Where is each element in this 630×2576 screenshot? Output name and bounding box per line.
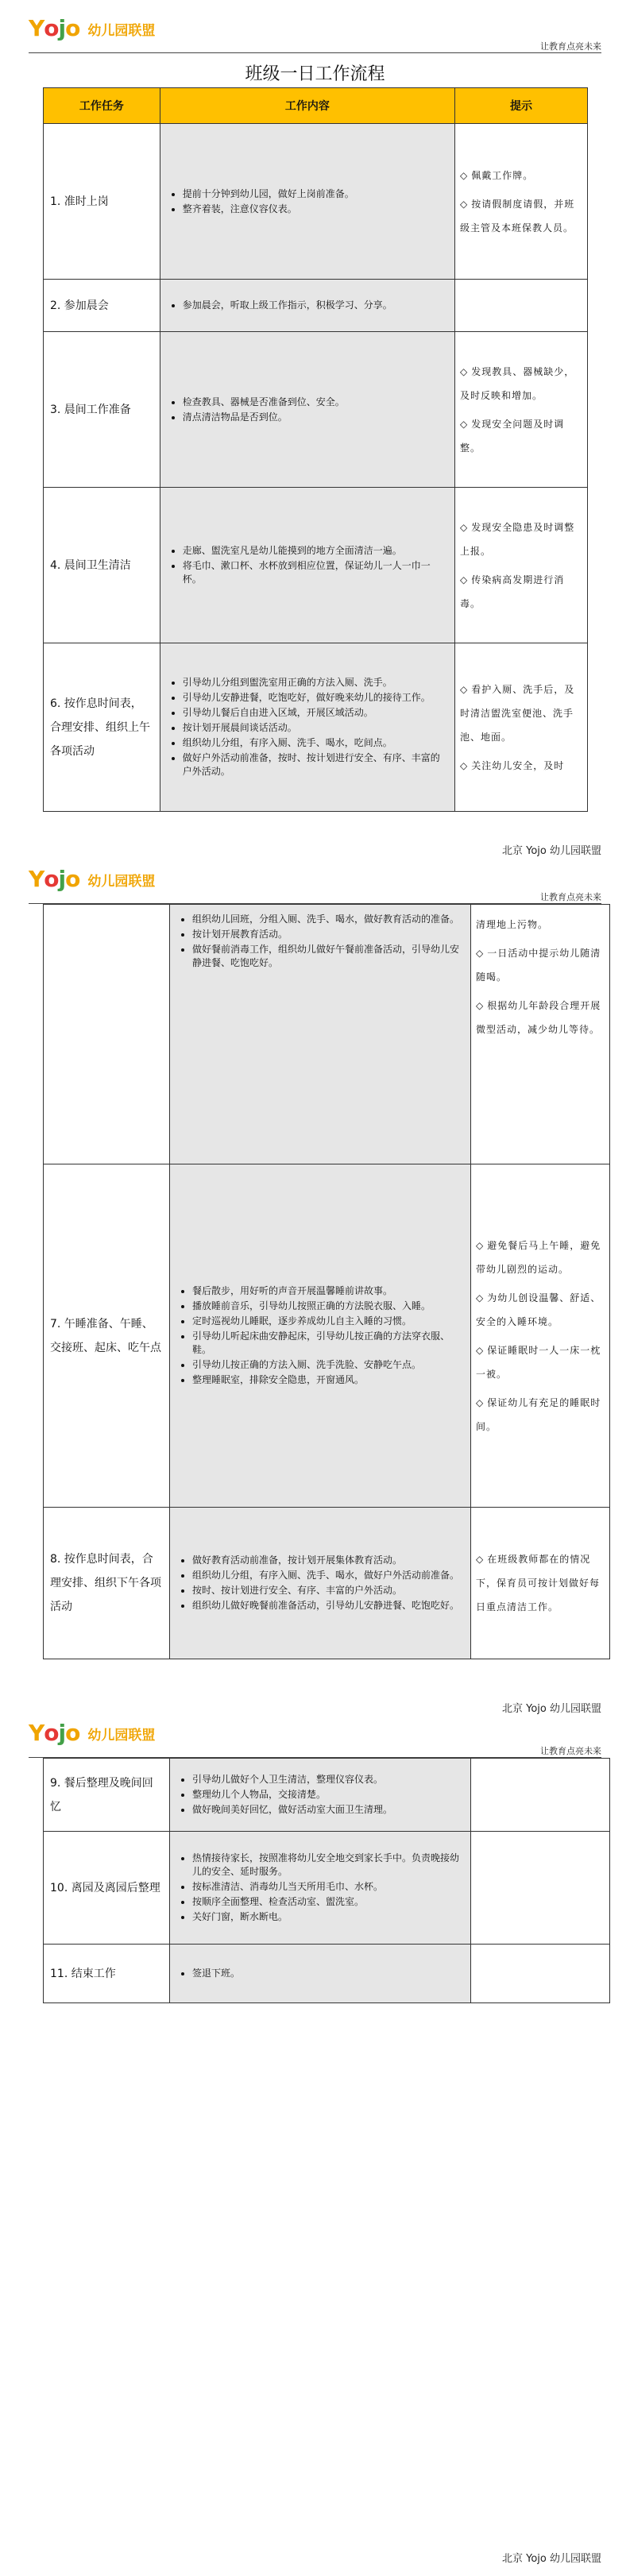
page-1	[0, 0, 630, 866]
page-3	[0, 1716, 630, 2576]
list-item: • 关好门窗，断水断电。	[192, 1910, 464, 1924]
content-cell	[170, 1508, 471, 1659]
page-title: 班级一日工作流程	[245, 64, 385, 84]
content-cell	[170, 1759, 471, 1832]
list-item: • 引导幼儿餐后自由进入区域，开展区域活动。	[183, 706, 448, 720]
table-row	[44, 1945, 610, 2003]
list-item: • 餐后散步，用好听的声音开展温馨睡前讲故事。	[192, 1284, 464, 1298]
page-2	[0, 862, 630, 1715]
yojo-logo: Y o j o	[29, 1720, 80, 1746]
list-item: • 组织幼儿回班，分组入厕、洗手、喝水，做好教育活动的准备。	[192, 913, 464, 926]
content-cell	[160, 332, 454, 488]
brand-header	[29, 11, 155, 46]
task-cell: 8. 按作息时间表，合理安排、组织下午各项活动	[44, 1508, 170, 1659]
list-item: • 按标准清洁、消毒幼儿当天所用毛巾、水杯。	[192, 1880, 464, 1894]
list-item: • 热情接待家长，按照准将幼儿安全地交到家长手中。负责晚接幼儿的安全、延时服务。	[192, 1852, 464, 1879]
content-cell	[170, 1832, 471, 1945]
task-cell: 1. 准时上岗	[44, 124, 160, 280]
tip-item: ◇ 一日活动中提示幼儿随清随喝。	[476, 948, 601, 983]
table-row	[44, 124, 588, 280]
table-row	[44, 332, 588, 488]
task-cell: 7. 午睡准备、午睡、交接班、起床、吃午点	[44, 1164, 170, 1508]
content-cell	[160, 124, 454, 280]
list-item: • 做好户外活动前准备，按时、按计划进行安全、有序、丰富的户外活动。	[183, 751, 448, 778]
diamond-icon: ◇	[460, 574, 469, 585]
col-header-content: 工作内容	[160, 88, 454, 124]
table-row	[44, 1832, 610, 1945]
brand-name: 幼儿园联盟	[87, 1727, 156, 1744]
list-item: • 按计划开展晨间谈话活动。	[183, 721, 448, 735]
table-row	[44, 488, 588, 643]
list-item: • 检查教具、器械是否准备到位、安全。	[183, 396, 448, 409]
header-divider	[29, 52, 601, 53]
tip-item: ◇ 发现安全问题及时调整。	[460, 418, 565, 454]
brand-header	[29, 1716, 155, 1751]
diamond-icon: ◇	[460, 759, 469, 771]
brand-name: 幼儿园联盟	[87, 22, 156, 39]
col-header-tips: 提示	[455, 88, 588, 124]
list-item: • 引导幼儿分组到盥洗室用正确的方法入厕、洗手。	[183, 676, 448, 689]
tips-cell	[471, 1508, 610, 1659]
tip-item: ◇ 按请假制度请假，并班级主管及本班保教人员。	[460, 198, 575, 234]
page-footer: 北京 Yojo 幼儿园联盟	[502, 845, 601, 857]
workflow-table	[43, 904, 610, 1659]
table-row	[44, 643, 588, 812]
diamond-icon: ◇	[476, 1292, 485, 1303]
table-row	[44, 1508, 610, 1659]
list-item: • 将毛巾、漱口杯、水杯放到相应位置，保证幼儿一人一巾一杯。	[183, 559, 448, 586]
diamond-icon: ◇	[476, 1344, 485, 1356]
list-item: • 引导幼儿做好个人卫生清洁，整理仪容仪表。	[192, 1773, 464, 1786]
task-cell: 4. 晨间卫生清洁	[44, 488, 160, 643]
list-item: • 按计划开展教育活动。	[192, 928, 464, 941]
list-item: • 组织幼儿做好晚餐前准备活动，引导幼儿安静进餐、吃饱吃好。	[192, 1599, 464, 1612]
diamond-icon: ◇	[460, 169, 469, 181]
diamond-icon: ◇	[476, 1239, 485, 1251]
tip-item: ◇ 为幼儿创设温馨、舒适、安全的入睡环境。	[476, 1292, 601, 1327]
tips-cell	[455, 332, 588, 488]
col-header-task: 工作任务	[44, 88, 160, 124]
tip-item: ◇ 传染病高发期进行消毒。	[460, 574, 565, 609]
list-item: • 按时、按计划进行安全、有序、丰富的户外活动。	[192, 1584, 464, 1597]
content-cell	[160, 643, 454, 812]
tip-item: ◇ 发现安全隐患及时调整上报。	[460, 521, 575, 557]
brand-header	[29, 862, 155, 897]
list-item: • 参加晨会，听取上级工作指示，积极学习、分享。	[183, 299, 448, 312]
table-header-row	[44, 88, 588, 124]
tips-cell	[471, 1759, 610, 1832]
table-row	[44, 905, 610, 1164]
tip-item: ◇ 保证睡眠时一人一床一枕一被。	[476, 1344, 601, 1380]
tip-item: ◇ 看护入厕、洗手后，及时清洁盥洗室便池、洗手池、地面。	[460, 683, 575, 743]
tips-cell	[455, 488, 588, 643]
tip-item: ◇ 佩戴工作牌。	[460, 169, 534, 181]
table-row	[44, 280, 588, 332]
brand-name: 幼儿园联盟	[87, 873, 156, 890]
slogan: 让教育点亮未来	[540, 892, 601, 902]
tips-cell	[471, 905, 610, 1164]
list-item: • 走廊、盥洗室凡是幼儿能摸到的地方全面清洁一遍。	[183, 544, 448, 558]
task-cell: 2. 参加晨会	[44, 280, 160, 332]
diamond-icon: ◇	[460, 683, 469, 695]
task-cell: 6. 按作息时间表，合理安排、组织上午各项活动	[44, 643, 160, 812]
tip-item: ◇ 根据幼儿年龄段合理开展微型活动，减少幼儿等待。	[476, 1000, 601, 1035]
tip-item: ◇ 在班级教师都在的情况下，保育员可按计划做好每日重点清洁工作。	[476, 1554, 601, 1612]
diamond-icon: ◇	[460, 521, 469, 533]
list-item: • 引导幼儿听起床曲安静起床，引导幼儿按正确的方法穿衣服、鞋。	[192, 1330, 464, 1357]
diamond-icon: ◇	[460, 365, 469, 377]
workflow-table	[43, 87, 588, 812]
task-cell: 3. 晨间工作准备	[44, 332, 160, 488]
tip-item: ◇ 避免餐后马上午睡，避免带幼儿剧烈的运动。	[476, 1239, 601, 1275]
tips-cell	[471, 1832, 610, 1945]
slogan: 让教育点亮未来	[540, 41, 601, 52]
diamond-icon: ◇	[476, 1000, 485, 1011]
diamond-icon: ◇	[460, 198, 469, 210]
content-cell	[160, 280, 454, 332]
slogan: 让教育点亮未来	[540, 1746, 601, 1756]
content-cell	[170, 1945, 471, 2003]
table-row	[44, 1759, 610, 1832]
diamond-icon: ◇	[460, 418, 469, 430]
page-footer: 北京 Yojo 幼儿园联盟	[502, 1703, 601, 1715]
list-item: • 播放睡前音乐，引导幼儿按照正确的方法脱衣服、入睡。	[192, 1300, 464, 1313]
list-item: • 按顺序全面整理、检查活动室、盥洗室。	[192, 1895, 464, 1909]
list-item: • 整理睡眠室，排除安全隐患，开窗通风。	[192, 1373, 464, 1387]
tip-item: ◇ 发现教具、器械缺少，及时反映和增加。	[460, 365, 575, 401]
list-item: • 做好教育活动前准备，按计划开展集体教育活动。	[192, 1554, 464, 1567]
list-item: • 整齐着装，注意仪容仪表。	[183, 203, 448, 216]
diamond-icon: ◇	[476, 1554, 485, 1565]
list-item: • 清点清洁物品是否到位。	[183, 411, 448, 424]
tip-item: ◇ 保证幼儿有充足的睡眠时间。	[476, 1396, 601, 1432]
task-cell	[44, 905, 170, 1164]
content-cell	[160, 488, 454, 643]
tip-item: 清理地上污物。	[476, 919, 549, 930]
diamond-icon: ◇	[476, 1396, 485, 1408]
list-item: • 定时巡视幼儿睡眠，逐步养成幼儿自主入睡的习惯。	[192, 1315, 464, 1328]
list-item: • 做好餐前消毒工作，组织幼儿做好午餐前准备活动，引导幼儿安静进餐、吃饱吃好。	[192, 943, 464, 970]
tips-cell	[471, 1945, 610, 2003]
page-footer: 北京 Yojo 幼儿园联盟	[502, 2553, 601, 2565]
tips-cell	[471, 1164, 610, 1508]
list-item: • 组织幼儿分组，有序入厕、洗手、喝水，吃间点。	[183, 736, 448, 750]
list-item: • 提前十分钟到幼儿园，做好上岗前准备。	[183, 187, 448, 201]
list-item: • 签退下班。	[192, 1967, 464, 1980]
list-item: • 引导幼儿按正确的方法入厕、洗手洗脸、安静吃午点。	[192, 1358, 464, 1372]
task-cell: 10. 离园及离园后整理	[44, 1832, 170, 1945]
workflow-table	[43, 1758, 610, 2003]
list-item: • 整理幼儿个人物品，交接清楚。	[192, 1788, 464, 1802]
tip-item: ◇ 关注幼儿安全，及时	[460, 759, 565, 771]
yojo-logo: Y o j o	[29, 866, 80, 892]
list-item: • 引导幼儿安静进餐，吃饱吃好，做好晚来幼儿的接待工作。	[183, 691, 448, 705]
task-cell: 9. 餐后整理及晚间回忆	[44, 1759, 170, 1832]
tips-cell	[455, 280, 588, 332]
list-item: • 做好晚间美好回忆，做好活动室大面卫生清理。	[192, 1803, 464, 1817]
content-cell	[170, 1164, 471, 1508]
task-cell: 11. 结束工作	[44, 1945, 170, 2003]
table-row	[44, 1164, 610, 1508]
diamond-icon: ◇	[476, 948, 485, 959]
list-item: • 组织幼儿分组，有序入厕、洗手、喝水，做好户外活动前准备。	[192, 1569, 464, 1582]
tips-cell	[455, 124, 588, 280]
yojo-logo: Y o j o	[29, 15, 80, 41]
content-cell	[170, 905, 471, 1164]
tips-cell	[455, 643, 588, 812]
